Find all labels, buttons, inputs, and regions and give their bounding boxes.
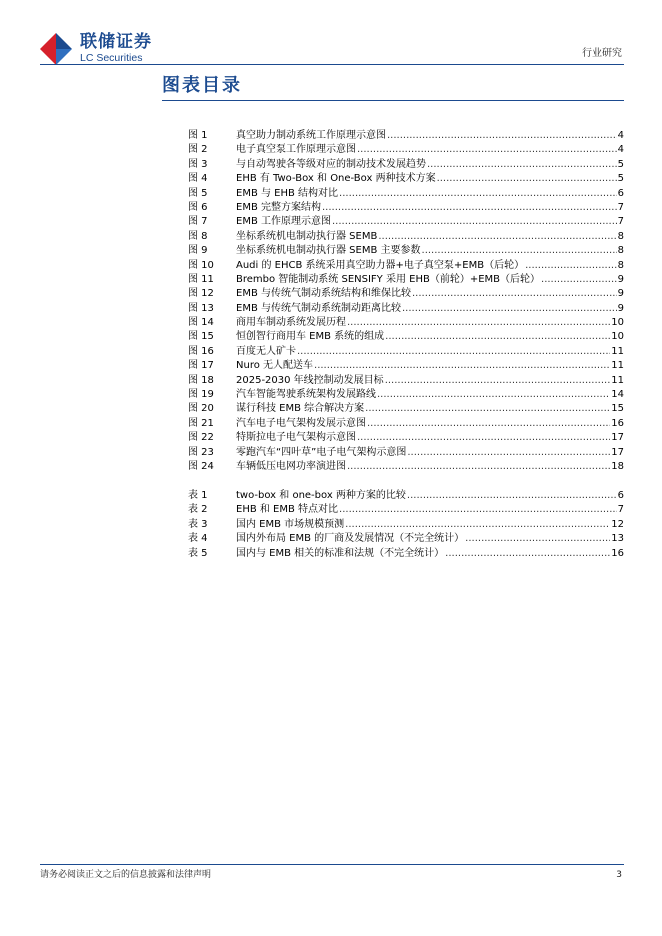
figure-entry[interactable]	[188, 187, 624, 201]
dot-leader	[347, 316, 610, 330]
entry-label: 图 11	[188, 273, 214, 285]
report-category: 行业研究	[582, 48, 622, 59]
entry-page-number: 8	[617, 245, 624, 257]
figure-entry[interactable]	[188, 172, 624, 186]
dot-leader	[345, 518, 610, 532]
entry-title: 谋行科技 EMB 综合解决方案	[236, 403, 365, 415]
entry-title: EMB 完整方案结构	[236, 201, 321, 213]
entry-label: 图 16	[188, 345, 214, 357]
entry-page-number: 8	[617, 230, 624, 242]
dot-leader	[541, 273, 617, 287]
entry-page-number: 5	[617, 173, 624, 185]
entry-label: 图 18	[188, 374, 214, 386]
dot-leader	[297, 345, 610, 359]
dot-leader	[314, 359, 610, 373]
table-entry[interactable]	[188, 503, 624, 517]
entry-page-number: 7	[617, 216, 624, 228]
figure-entry[interactable]	[188, 431, 624, 445]
table-list	[188, 489, 624, 561]
entry-label: 表 5	[188, 547, 208, 559]
dot-leader	[445, 547, 610, 561]
entry-page-number: 5	[617, 158, 624, 170]
figure-entry[interactable]	[188, 259, 624, 273]
dot-leader	[365, 402, 610, 416]
figure-entry[interactable]	[188, 287, 624, 301]
entry-page-number: 6	[617, 187, 624, 199]
figure-entry[interactable]	[188, 201, 624, 215]
entry-title: 汽车智能驾驶系统架构发展路线	[236, 389, 376, 401]
figure-entry[interactable]	[188, 230, 624, 244]
entry-page-number: 10	[611, 331, 624, 343]
entry-page-number: 16	[611, 547, 624, 559]
figure-entry[interactable]	[188, 330, 624, 344]
entry-title: EMB 与传统气制动系统结构和维保比较	[236, 288, 411, 300]
dot-leader	[525, 259, 617, 273]
entry-title: 坐标系统机电制动执行器 SEMB 主要参数	[236, 245, 421, 257]
entry-label: 图 12	[188, 288, 214, 300]
entry-title: Audi 的 EHCB 系统采用真空助力器+电子真空泵+EMB（后轮）	[236, 259, 525, 271]
brand-name-en: LC Securities	[80, 52, 143, 64]
entry-title: 2025-2030 年线控制动发展目标	[236, 374, 384, 386]
dot-leader	[407, 446, 610, 460]
entry-label: 图 13	[188, 302, 214, 314]
entry-title: 百度无人矿卡	[236, 345, 296, 357]
entry-label: 图 3	[188, 158, 208, 170]
figure-entry[interactable]	[188, 388, 624, 402]
dot-leader	[322, 201, 617, 215]
entry-label: 图 17	[188, 360, 214, 372]
entry-title: 国内外布局 EMB 的厂商及发展情况（不完全统计）	[236, 533, 465, 545]
entry-title: 商用车制动系统发展历程	[236, 317, 346, 329]
dot-leader	[427, 158, 617, 172]
dot-leader	[377, 388, 610, 402]
entry-label: 图 1	[188, 130, 208, 141]
entry-title: EMB 与 EHB 结构对比	[236, 187, 339, 199]
table-entry[interactable]	[188, 518, 624, 532]
entry-title: Nuro 无人配送车	[236, 360, 314, 372]
dot-leader	[412, 287, 617, 301]
figure-entry[interactable]	[188, 446, 624, 460]
entry-page-number: 10	[611, 317, 624, 329]
entry-title: 国内与 EMB 相关的标准和法规（不完全统计）	[236, 547, 445, 559]
entry-title: EMB 与传统气制动系统制动距离比较	[236, 302, 401, 314]
page-title: 图表目录	[162, 75, 242, 96]
dot-leader	[357, 431, 610, 445]
entry-label: 图 9	[188, 245, 208, 257]
table-entry[interactable]	[188, 489, 624, 503]
entry-label: 图 10	[188, 259, 214, 271]
entry-page-number: 17	[611, 446, 624, 458]
entry-label: 图 22	[188, 432, 214, 444]
figure-entry[interactable]	[188, 143, 624, 157]
entry-title: 电子真空泵工作原理示意图	[236, 144, 356, 156]
entry-label: 图 24	[188, 460, 214, 472]
entry-label: 图 2	[188, 144, 208, 156]
entry-page-number: 17	[611, 432, 624, 444]
dot-leader	[402, 302, 617, 316]
figure-entry[interactable]	[188, 374, 624, 388]
entry-page-number: 12	[611, 518, 624, 530]
entry-page-number: 11	[611, 345, 624, 357]
dot-leader	[407, 489, 617, 503]
dot-leader	[465, 532, 610, 546]
dot-leader	[437, 172, 617, 186]
dot-leader	[387, 129, 617, 143]
dot-leader	[378, 230, 616, 244]
table-entry[interactable]	[188, 547, 624, 561]
entry-label: 图 7	[188, 216, 208, 228]
entry-label: 图 6	[188, 201, 208, 213]
entry-page-number: 14	[611, 389, 624, 401]
entry-label: 图 20	[188, 403, 214, 415]
lc-securities-logo-icon	[40, 33, 72, 65]
entry-page-number: 15	[611, 403, 624, 415]
page-number: 3	[616, 870, 622, 880]
entry-page-number: 13	[611, 533, 624, 545]
entry-title: EMB 工作原理示意图	[236, 216, 331, 228]
entry-label: 表 2	[188, 504, 208, 516]
dot-leader	[367, 417, 610, 431]
entry-title: 车辆低压电网功率演进图	[236, 460, 346, 472]
dot-leader	[339, 503, 617, 517]
entry-page-number: 7	[617, 504, 624, 516]
dot-leader	[339, 187, 617, 201]
entry-page-number: 4	[617, 130, 624, 141]
dot-leader	[347, 460, 610, 474]
entry-title: 坐标系统机电制动执行器 SEMB	[236, 230, 378, 242]
entry-title: 零跑汽车“四叶草”电子电气架构示意图	[236, 446, 407, 458]
entry-title: Brembo 智能制动系统 SENSIFY 采用 EHB（前轮）+EMB（后轮）	[236, 273, 541, 285]
entry-label: 表 3	[188, 518, 208, 530]
figure-entry[interactable]	[188, 129, 624, 143]
figure-entry[interactable]	[188, 345, 624, 359]
figure-entry[interactable]	[188, 302, 624, 316]
entry-page-number: 18	[611, 460, 624, 472]
page-header	[0, 0, 662, 70]
entry-label: 图 5	[188, 187, 208, 199]
entry-label: 图 19	[188, 389, 214, 401]
entry-label: 图 14	[188, 317, 214, 329]
dot-leader	[422, 244, 617, 258]
figure-entry[interactable]	[188, 215, 624, 229]
figure-entry[interactable]	[188, 417, 624, 431]
entry-label: 图 4	[188, 173, 208, 185]
entry-title: EHB 和 EMB 特点对比	[236, 504, 339, 516]
figure-entry[interactable]	[188, 244, 624, 258]
entry-label: 图 23	[188, 446, 214, 458]
figure-list	[188, 129, 624, 474]
figure-entry[interactable]	[188, 158, 624, 172]
figure-entry[interactable]	[188, 359, 624, 373]
entry-page-number: 9	[617, 273, 624, 285]
entry-page-number: 8	[617, 259, 624, 271]
dot-leader	[385, 330, 610, 344]
entry-title: 恒创智行商用车 EMB 系统的组成	[236, 331, 385, 343]
dot-leader	[385, 374, 611, 388]
entry-title: EHB 有 Two-Box 和 One-Box 两种技术方案	[236, 173, 436, 185]
entry-title: two-box 和 one-box 两种方案的比较	[236, 490, 406, 501]
entry-page-number: 9	[617, 288, 624, 300]
entry-title: 真空助力制动系统工作原理示意图	[236, 130, 386, 141]
figure-entry[interactable]	[188, 316, 624, 330]
entry-label: 图 21	[188, 417, 214, 429]
dot-leader	[357, 143, 617, 157]
entry-page-number: 16	[611, 417, 624, 429]
entry-page-number: 9	[617, 302, 624, 314]
entry-title: 特斯拉电子电气架构示意图	[236, 432, 356, 444]
entry-title: 汽车电子电气架构发展示意图	[236, 417, 366, 429]
figure-entry[interactable]	[188, 273, 624, 287]
title-divider	[162, 100, 624, 101]
figure-entry[interactable]	[188, 460, 624, 474]
entry-page-number: 4	[617, 144, 624, 156]
entry-page-number: 6	[617, 490, 624, 501]
figure-entry[interactable]	[188, 402, 624, 416]
dot-leader	[332, 215, 617, 229]
entry-page-number: 11	[611, 360, 624, 372]
entry-label: 图 8	[188, 230, 208, 242]
entry-page-number: 11	[611, 374, 624, 386]
table-entry[interactable]	[188, 532, 624, 546]
entry-label: 表 1	[188, 490, 208, 501]
entry-page-number: 7	[617, 201, 624, 213]
entry-label: 表 4	[188, 533, 208, 545]
header-divider	[40, 64, 624, 65]
disclaimer-note: 请务必阅读正文之后的信息披露和法律声明	[40, 870, 212, 880]
footer-divider	[40, 864, 624, 865]
entry-title: 与自动驾驶各等级对应的制动技术发展趋势	[236, 158, 426, 170]
entry-title: 国内 EMB 市场规模预测	[236, 518, 345, 530]
brand-name-cn: 联储证券	[80, 32, 152, 52]
entry-label: 图 15	[188, 331, 214, 343]
